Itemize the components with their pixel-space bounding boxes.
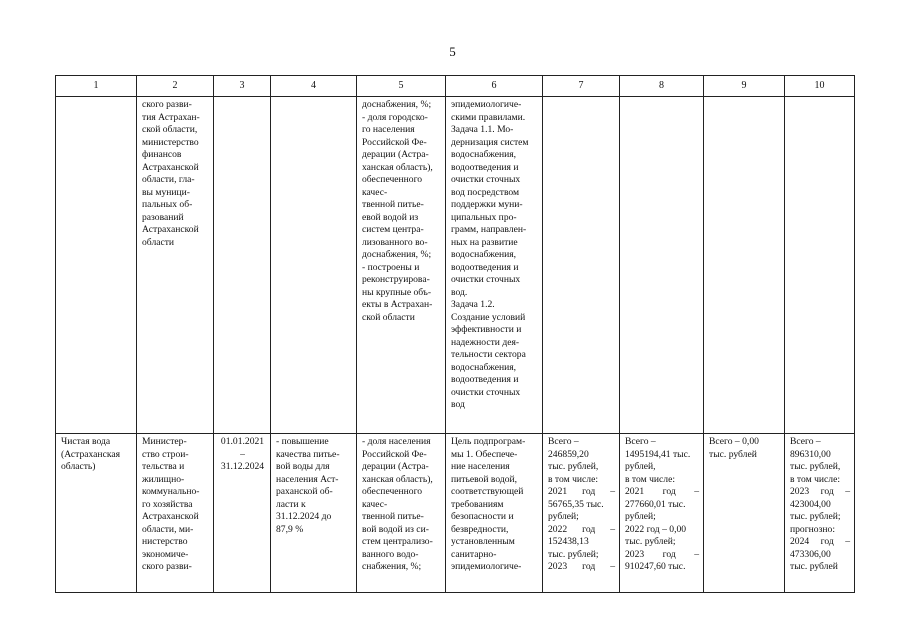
cell-line: рублей; <box>625 511 656 522</box>
cell-line: обеспеченного <box>362 486 423 497</box>
cell-line: доснабжения, %; <box>362 249 432 260</box>
cell-line: прогнозно: <box>790 523 835 535</box>
cell-line: в том числе: <box>790 473 841 485</box>
cell-line: тельности сектора <box>451 349 526 360</box>
cell-line: Создание условий <box>451 311 526 323</box>
table-cell-col-2 <box>137 97 214 434</box>
table-cell-col-1 <box>56 434 137 593</box>
cell-line: Всего – <box>548 436 579 447</box>
cell-line: - построены и <box>362 261 420 273</box>
cell-line: очистки сточных <box>451 274 521 285</box>
cell-line: 2021 год – <box>625 486 699 497</box>
cell-line: Задача 1.2. <box>451 299 495 310</box>
cell-line: 277660,01 тыс. <box>625 498 686 510</box>
table-cell-col-7 <box>543 97 620 434</box>
cell-line: область) <box>61 461 96 472</box>
cell-line: финансов <box>142 149 182 160</box>
table-cell-col-7 <box>543 434 620 593</box>
header-row <box>56 76 855 97</box>
cell-line: питьевой водой, <box>451 473 518 485</box>
cell-line: вод <box>451 399 465 410</box>
cell-line: вой водой из си- <box>362 523 429 535</box>
cell-line: очистки сточных <box>451 386 521 398</box>
cell-line: грамм, направлен- <box>451 224 527 235</box>
cell-line: Астраханской <box>142 511 199 522</box>
cell-line: раханской об- <box>276 486 333 497</box>
cell-line: установленным <box>451 536 515 547</box>
cell-line: 87,9 % <box>276 523 304 535</box>
cell-line: тыс. рублей, <box>790 461 841 472</box>
cell-line: дерации (Астра- <box>362 461 429 472</box>
cell-line: Всего – 0,00 <box>709 436 759 447</box>
cell-line: 152438,13 <box>548 536 589 547</box>
cell-line: реконструирова- <box>362 274 430 285</box>
cell-line: водоотведения и <box>451 261 519 273</box>
cell-line: екты в Астрахан- <box>362 299 433 310</box>
cell-line: соответствующей <box>451 486 524 497</box>
cell-line: ние населения <box>451 461 510 472</box>
cell-line: Всего – <box>790 436 821 447</box>
table-cell-col-9 <box>704 97 785 434</box>
cell-line: водоотведения и <box>451 374 519 385</box>
cell-line: надежности дея- <box>451 336 520 348</box>
cell-line: Задача 1.1. Мо- <box>451 124 514 135</box>
cell-line: ской области <box>362 311 415 323</box>
cell-line: министерство <box>142 136 199 148</box>
cell-line: тыс. рублей, <box>548 461 599 472</box>
cell-line: тыс. рублей <box>790 561 838 572</box>
cell-line: ского разви- <box>142 561 192 572</box>
cell-line: мы 1. Обеспече- <box>451 448 518 460</box>
cell-line: рублей, <box>625 461 656 472</box>
cell-line: безопасности и <box>451 511 514 522</box>
page-number: 5 <box>449 44 456 59</box>
cell-line: качес- <box>362 498 388 510</box>
cell-line: ных на развитие <box>451 236 518 248</box>
cell-line: 2024 год – <box>790 536 850 547</box>
cell-line: эпидемиологиче- <box>451 561 522 572</box>
cell-line: тия Астрахан- <box>142 111 200 123</box>
cell-line: го населения <box>362 124 415 135</box>
cell-line: твенной питье- <box>362 199 424 210</box>
column-header: 3 <box>214 76 271 97</box>
cell-line: ласти к <box>276 498 306 510</box>
cell-line: Всего – <box>625 436 656 447</box>
cell-line: 31.12.2024 <box>220 461 265 472</box>
cell-line: санитарно- <box>451 548 497 560</box>
cell-line: качества питье- <box>276 448 340 460</box>
cell-line: 31.12.2024 до <box>276 511 332 522</box>
cell-line: 910247,60 тыс. <box>625 561 686 572</box>
cell-line: 896310,00 <box>790 448 831 460</box>
cell-line: ского разви- <box>142 99 192 110</box>
cell-line: водоснабжения, <box>451 249 517 260</box>
column-header: 7 <box>543 76 620 97</box>
column-header: 8 <box>620 76 704 97</box>
cell-line: 2023 год – <box>790 486 850 497</box>
cell-line: требованиям <box>451 498 504 510</box>
cell-line: вод посредством <box>451 186 520 198</box>
cell-line: вод. <box>451 286 468 298</box>
cell-line: систем центра- <box>362 224 424 235</box>
cell-line: экономиче- <box>142 548 189 560</box>
cell-line: ванного водо- <box>362 548 419 560</box>
cell-line: водоснабжения, <box>451 361 517 373</box>
table-cell-col-3 <box>214 97 271 434</box>
table-row <box>56 97 855 434</box>
cell-line: ской области, <box>142 124 198 135</box>
cell-line: рублей; <box>548 511 579 522</box>
cell-line: 2023 год – <box>548 561 615 572</box>
cell-line: ханская область), <box>362 161 433 173</box>
column-header: 10 <box>785 76 855 97</box>
table-cell-col-9 <box>704 434 785 593</box>
cell-line: области, ми- <box>142 523 194 535</box>
column-header: 2 <box>137 76 214 97</box>
cell-line: 473306,00 <box>790 548 831 560</box>
cell-line: обеспеченного <box>362 174 423 185</box>
cell-line: Российской Фе- <box>362 136 427 148</box>
table-cell-col-1 <box>56 97 137 434</box>
table-cell-col-4 <box>271 97 357 434</box>
cell-line: Российской Фе- <box>362 448 427 460</box>
cell-line: Астраханской <box>142 224 199 235</box>
cell-line: 2021 год – <box>548 486 615 497</box>
cell-line: в том числе: <box>548 473 599 485</box>
cell-line: тельства и <box>142 461 185 472</box>
cell-line: 2023 год – <box>625 548 699 560</box>
cell-line: стем централизо- <box>362 536 433 547</box>
cell-line: лизованного во- <box>362 236 428 248</box>
cell-line: ханская область), <box>362 473 433 485</box>
cell-line: вы муници- <box>142 186 190 198</box>
cell-line: населения Аст- <box>276 473 339 485</box>
cell-line: – <box>240 448 245 460</box>
cell-line: жилищно- <box>142 473 185 485</box>
table-cell-col-2 <box>137 434 214 593</box>
cell-line: 423004,00 <box>790 498 831 510</box>
cell-line: Чистая вода <box>61 436 111 447</box>
table-cell-col-3 <box>214 434 271 593</box>
cell-line: в том числе: <box>625 473 676 485</box>
cell-line: снабжения, %; <box>362 561 422 572</box>
cell-line: Астраханской <box>142 161 199 173</box>
cell-line: дерации (Астра- <box>362 149 429 160</box>
table-cell-col-4 <box>271 434 357 593</box>
cell-line: очистки сточных <box>451 174 521 185</box>
cell-line: - доля населения <box>362 436 431 447</box>
cell-line: 2022 год – <box>548 523 615 535</box>
cell-line: 01.01.2021 <box>220 436 265 447</box>
cell-line: тыс. рублей <box>709 448 757 460</box>
cell-line: - повышение <box>276 436 329 447</box>
cell-line: пальных об- <box>142 199 193 210</box>
cell-line: тыс. рублей; <box>625 536 676 547</box>
cell-line: го хозяйства <box>142 498 193 510</box>
cell-line: скими правилами. <box>451 111 526 123</box>
cell-line: качес- <box>362 186 388 198</box>
cell-line: области <box>142 236 175 248</box>
cell-line: доснабжения, %; <box>362 99 432 110</box>
cell-line: ципальных про- <box>451 211 517 223</box>
table-cell-col-10 <box>785 434 855 593</box>
column-header: 6 <box>446 76 543 97</box>
cell-line: эпидемиологиче- <box>451 99 522 110</box>
program-table <box>55 75 855 593</box>
cell-line: Министер- <box>142 436 187 447</box>
column-header: 9 <box>704 76 785 97</box>
cell-line: поддержки муни- <box>451 199 523 210</box>
cell-line: разований <box>142 211 184 223</box>
column-header: 4 <box>271 76 357 97</box>
cell-line: 1495194,41 тыс. <box>625 448 691 460</box>
cell-line: водоотведения и <box>451 161 519 173</box>
cell-line: Цель подпрограм- <box>451 436 526 447</box>
column-header: 5 <box>357 76 446 97</box>
cell-line: коммунально- <box>142 486 200 497</box>
table-cell-col-6 <box>446 434 543 593</box>
cell-line: ны крупные объ- <box>362 286 432 298</box>
cell-line: (Астраханская <box>61 448 121 460</box>
cell-line: безвредности, <box>451 523 509 535</box>
cell-line: вой воды для <box>276 461 330 472</box>
cell-line: евой водой из <box>362 211 419 223</box>
table-cell-col-5 <box>357 97 446 434</box>
cell-line: твенной питье- <box>362 511 424 522</box>
cell-line: дернизация систем <box>451 136 529 148</box>
column-header: 1 <box>56 76 137 97</box>
cell-line: тыс. рублей; <box>548 548 599 560</box>
cell-line: тыс. рублей; <box>790 511 841 522</box>
cell-line: нистерство <box>142 536 188 547</box>
table-cell-col-10 <box>785 97 855 434</box>
cell-line: эффективности и <box>451 324 522 335</box>
table-cell-col-8 <box>620 434 704 593</box>
cell-line: - доля городско- <box>362 111 428 123</box>
cell-line: водоснабжения, <box>451 149 517 160</box>
cell-line: 246859,20 <box>548 448 589 460</box>
table-row <box>56 434 855 593</box>
table-cell-col-5 <box>357 434 446 593</box>
table-cell-col-6 <box>446 97 543 434</box>
cell-line: 2022 год – 0,00 <box>625 523 687 535</box>
cell-line: области, гла- <box>142 174 195 185</box>
table-cell-col-8 <box>620 97 704 434</box>
cell-line: 56765,35 тыс. <box>548 498 604 510</box>
cell-line: ство строи- <box>142 448 189 460</box>
